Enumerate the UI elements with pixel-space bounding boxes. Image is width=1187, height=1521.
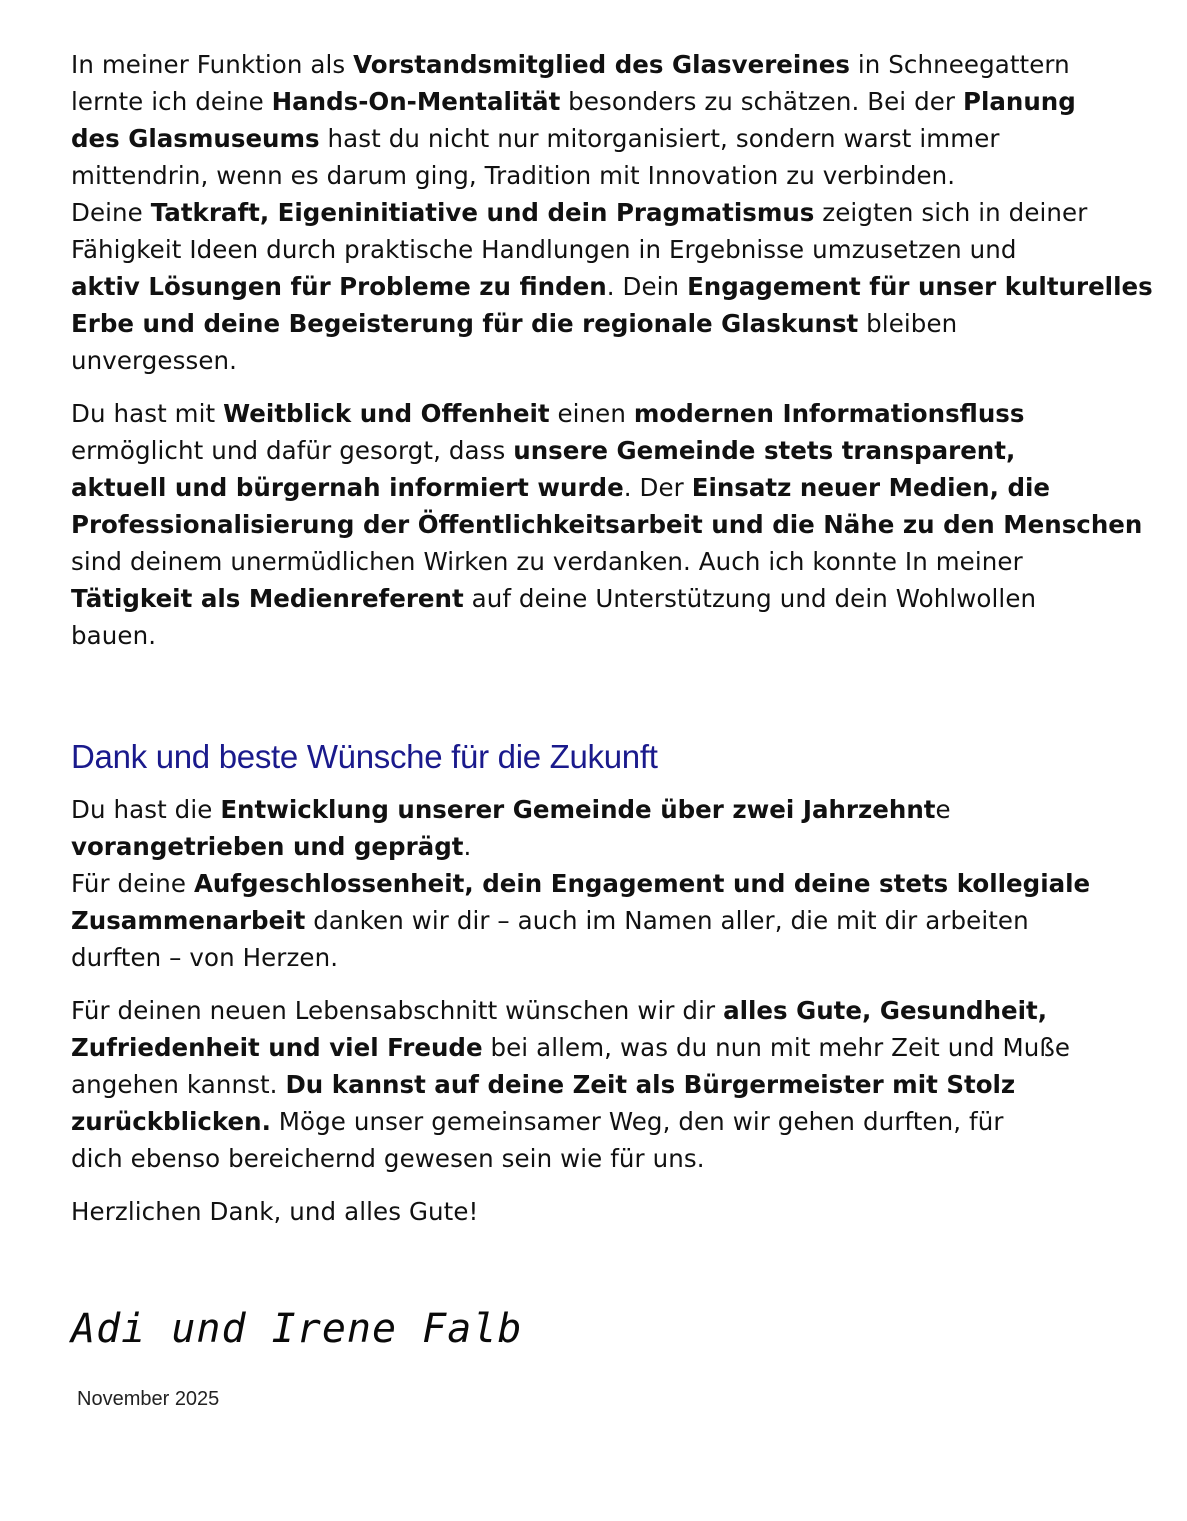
text-run: einen [549, 399, 634, 428]
paragraph-glasverein [71, 46, 1153, 379]
text-run: . Der [623, 473, 692, 502]
text-run: hast du nicht nur mitorganisiert, sondern warst immer [319, 124, 1000, 153]
text-run: dich ebenso bereichernd gewesen sein wie für uns. [71, 1144, 705, 1173]
text-run: Du hast mit [71, 399, 224, 428]
text-run: Fähigkeit Ideen durch praktische Handlungen in Ergebnisse umzusetzen und [71, 235, 1017, 264]
bold-text: Aufgeschlossenheit, dein Engagement und deine stets kollegiale [193, 869, 1091, 898]
bold-text: Tätigkeit als Medienreferent [71, 584, 464, 613]
text-run: angehen kannst. [71, 1070, 286, 1099]
text-line [71, 1140, 1131, 1177]
text-run: auf deine Unterstützung und dein Wohlwollen [463, 584, 1037, 613]
text-run: Deine [71, 198, 151, 227]
text-run: mittendrin, wenn es darum ging, Tradition mit Innovation zu verbinden. [71, 161, 956, 190]
text-line [71, 469, 1131, 506]
text-line [71, 580, 1131, 617]
bold-text: Weitblick und Offenheit [223, 399, 550, 428]
bold-text: Einsatz neuer Medien, die [691, 473, 1051, 502]
text-run: . Dein [606, 272, 688, 301]
text-line [71, 46, 1131, 83]
bold-text: zurückblicken. [71, 1107, 271, 1136]
bold-text: Entwicklung unserer Gemeinde über zwei Jahrzehnt [220, 795, 936, 824]
text-line [71, 432, 1131, 469]
text-run: Möge unser gemeinsamer Weg, den wir gehen durften, für [270, 1107, 1004, 1136]
text-line [71, 506, 1143, 543]
text-line [71, 305, 1131, 342]
bold-text: Zufriedenheit und viel Freude [71, 1033, 483, 1062]
bold-text: unsere Gemeinde stets transparent, [513, 436, 1016, 465]
text-run: Für deine [71, 869, 194, 898]
bold-text: Engagement für unser kulturelles [687, 272, 1153, 301]
text-line [71, 1029, 1131, 1066]
text-run: ermöglicht und dafür gesorgt, dass [71, 436, 514, 465]
text-line [71, 992, 1131, 1029]
bold-text: Hands-On-Mentalität [271, 87, 561, 116]
text-run: besonders zu schätzen. Bei der [560, 87, 963, 116]
text-line [71, 939, 1131, 976]
text-run: lernte ich deine [71, 87, 272, 116]
letter-date: November 2025 [77, 1388, 220, 1410]
text-run: bauen. [71, 621, 157, 650]
paragraph-medien [71, 395, 1143, 654]
text-line [71, 1193, 1131, 1230]
bold-text: Zusammenarbeit [71, 906, 306, 935]
text-line [71, 231, 1131, 268]
signature: Adi und Irene Falb [71, 1306, 523, 1352]
text-run: sind deinem unermüdlichen Wirken zu verdanken. Auch ich konnte In meiner [71, 547, 1023, 576]
text-line [71, 865, 1131, 902]
text-line [71, 543, 1131, 580]
text-run: bei allem, was du nun mit mehr Zeit und Muße [482, 1033, 1071, 1062]
text-line [71, 395, 1131, 432]
text-run: bleiben [858, 309, 958, 338]
text-run: zeigten sich in deiner [814, 198, 1088, 227]
text-run: Du hast die [71, 795, 221, 824]
text-line [71, 120, 1131, 157]
text-line [71, 268, 1153, 305]
section-heading: Dank und beste Wünsche für die Zukunft [71, 738, 658, 775]
text-run: Herzlichen Dank, und alles Gute! [71, 1197, 479, 1226]
text-run: danken wir dir – auch im Namen aller, die mit dir arbeiten [305, 906, 1029, 935]
text-line [71, 1066, 1131, 1103]
text-line [71, 83, 1131, 120]
bold-text: des Glasmuseums [71, 124, 320, 153]
text-run: Für deinen neuen Lebensabschnitt wünschen wir dir [71, 996, 724, 1025]
text-run: In meiner Funktion als [71, 50, 354, 79]
bold-text: aktiv Lösungen für Probleme zu finden [71, 272, 607, 301]
text-line [71, 828, 1131, 865]
text-line [71, 902, 1131, 939]
text-line [71, 342, 1131, 379]
paragraph-wuensche [71, 992, 1131, 1177]
paragraph-gruss [71, 1193, 1131, 1230]
text-run: e [935, 795, 951, 824]
bold-text: modernen Informationsfluss [633, 399, 1025, 428]
bold-text: Du kannst auf deine Zeit als Bürgermeister mit Stolz [285, 1070, 1016, 1099]
bold-text: Vorstandsmitglied des Glasvereines [353, 50, 850, 79]
paragraph-dank [71, 791, 1131, 976]
text-line [71, 617, 1131, 654]
text-run: unvergessen. [71, 346, 238, 375]
text-run: durften – von Herzen. [71, 943, 339, 972]
text-run: . [463, 832, 472, 861]
bold-text: vorangetrieben und geprägt [71, 832, 464, 861]
text-line [71, 1103, 1131, 1140]
bold-text: Planung [962, 87, 1076, 116]
bold-text: aktuell und bürgernah informiert wurde [71, 473, 624, 502]
letter-body-part2 [71, 791, 1131, 1246]
text-line [71, 157, 1131, 194]
bold-text: alles Gute, Gesundheit, [723, 996, 1048, 1025]
bold-text: Erbe und deine Begeisterung für die regionale Glaskunst [71, 309, 859, 338]
letter-body-part1 [71, 46, 1153, 670]
text-line [71, 194, 1131, 231]
bold-text: Professionalisierung der Öffentlichkeitsarbeit und die Nähe zu den Menschen [71, 510, 1143, 539]
text-run: in Schneegattern [849, 50, 1070, 79]
bold-text: Tatkraft, Eigeninitiative und dein Pragmatismus [150, 198, 815, 227]
text-line [71, 791, 1131, 828]
